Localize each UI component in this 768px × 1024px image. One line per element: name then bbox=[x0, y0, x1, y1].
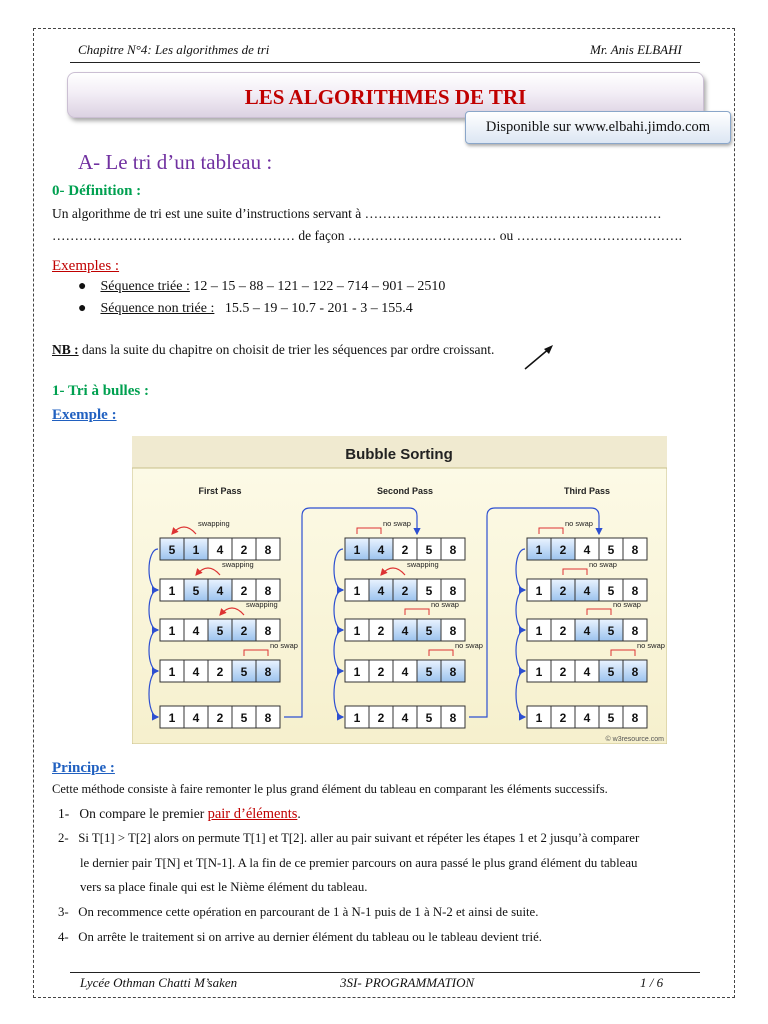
figure-title: Bubble Sorting bbox=[345, 446, 453, 463]
step-highlight: pair d’éléments bbox=[207, 806, 298, 822]
cell-value: 1 bbox=[192, 543, 200, 557]
cell-value: 2 bbox=[559, 624, 567, 638]
step-text: On compare le premier bbox=[79, 806, 208, 821]
cell-value: 2 bbox=[401, 584, 409, 598]
swap-label: swapping bbox=[198, 519, 230, 528]
cell-value: 4 bbox=[216, 543, 224, 557]
swap-label: no swap bbox=[383, 519, 411, 528]
cell-value: 5 bbox=[168, 543, 176, 557]
cell-value: 1 bbox=[535, 584, 543, 598]
nb-label: NB : bbox=[52, 342, 79, 357]
example-sorted bbox=[78, 279, 445, 295]
cell-value: 8 bbox=[631, 584, 639, 598]
cell-value: 8 bbox=[264, 665, 272, 679]
cell-value: 8 bbox=[449, 624, 457, 638]
swap-label: swapping bbox=[246, 600, 278, 609]
cell-value: 5 bbox=[192, 584, 200, 598]
cell-value: 2 bbox=[240, 584, 248, 598]
step-number: 2- bbox=[58, 831, 69, 845]
cell-value: 2 bbox=[401, 543, 409, 557]
cell-value: 5 bbox=[607, 711, 615, 725]
cell-value: 5 bbox=[425, 665, 433, 679]
cell-value: 1 bbox=[353, 584, 361, 598]
cell-value: 1 bbox=[168, 665, 176, 679]
step-text: On recommence cette opération en parcourant de 1 à N-1 puis de 1 à N-2 et ainsi de suite. bbox=[78, 905, 539, 919]
figure-credit: © w3resource.com bbox=[605, 736, 664, 743]
cell-value: 5 bbox=[240, 711, 248, 725]
cell-value: 8 bbox=[264, 624, 272, 638]
cell-value: 5 bbox=[425, 624, 433, 638]
cell-value: 1 bbox=[535, 665, 543, 679]
examples-label: Exemples : bbox=[52, 258, 120, 274]
cell-value: 5 bbox=[607, 584, 615, 598]
principle-heading: Principe : bbox=[52, 760, 115, 776]
cell-value: 8 bbox=[264, 543, 272, 557]
example-unsorted bbox=[78, 301, 413, 317]
cell-value: 1 bbox=[535, 711, 543, 725]
step-1 bbox=[58, 806, 301, 823]
footer-rule bbox=[70, 972, 700, 973]
cell-value: 8 bbox=[449, 584, 457, 598]
cell-value: 4 bbox=[401, 711, 409, 725]
cell-value: 1 bbox=[168, 624, 176, 638]
pass-title: First Pass bbox=[198, 486, 242, 496]
definition-heading: 0- Définition : bbox=[52, 183, 142, 199]
swap-label: no swap bbox=[565, 519, 593, 528]
swap-label: no swap bbox=[637, 641, 665, 650]
cell-value: 1 bbox=[353, 543, 361, 557]
cell-value: 4 bbox=[377, 543, 385, 557]
cell-value: 2 bbox=[559, 584, 567, 598]
cell-value: 2 bbox=[216, 711, 224, 725]
swap-label: swapping bbox=[407, 560, 439, 569]
bubble-heading: 1- Tri à bulles : bbox=[52, 383, 149, 399]
definition-line-2: ……………………………………………… de façon …………………………… ou ………………………………. bbox=[52, 228, 682, 243]
cell-value: 2 bbox=[377, 665, 385, 679]
nb-text: dans la suite du chapitre on choisit de trier les séquences par ordre croissant. bbox=[82, 342, 495, 357]
cell-value: 1 bbox=[535, 543, 543, 557]
step-text: Si T[1] > T[2] alors on permute T[1] et T[2]. aller au pair suivant et répéter les étapes 1 et 2 jusqu’à comparer bbox=[78, 831, 640, 845]
cell-value: 5 bbox=[607, 624, 615, 638]
cell-value: 4 bbox=[401, 665, 409, 679]
page-title: LES ALGORITHMES DE TRI bbox=[244, 85, 527, 109]
footer-course: 3SI- PROGRAMMATION bbox=[340, 975, 475, 990]
example-sorted-value: 12 – 15 – 88 – 121 – 122 – 714 – 901 – 2510 bbox=[193, 279, 446, 294]
footer-page: 1 / 6 bbox=[640, 975, 664, 990]
section-a-heading: A- Le tri d’un tableau : bbox=[78, 150, 273, 174]
cell-value: 2 bbox=[559, 665, 567, 679]
definition-line-1: Un algorithme de tri est une suite d’instructions servant à ………………………………………………………… bbox=[52, 206, 662, 221]
step-number: 1- bbox=[58, 806, 70, 821]
pass-title: Second Pass bbox=[376, 486, 434, 496]
cell-value: 2 bbox=[216, 665, 224, 679]
cell-value: 4 bbox=[401, 624, 409, 638]
cell-value: 8 bbox=[449, 711, 457, 725]
cell-value: 1 bbox=[168, 711, 176, 725]
step-2-continued: le dernier pair T[N] et T[N-1]. A la fin de ce premier parcours on aura passé le plus grand élément du tableau bbox=[80, 856, 638, 870]
cell-value: 2 bbox=[559, 543, 567, 557]
cell-value: 4 bbox=[192, 624, 200, 638]
step-text: On arrête le traitement si on arrive au dernier élément du tableau ou le tableau devient trié. bbox=[78, 930, 542, 944]
cell-value: 4 bbox=[192, 665, 200, 679]
example-label: Exemple : bbox=[52, 407, 117, 423]
swap-label: no swap bbox=[431, 600, 459, 609]
cell-value: 2 bbox=[240, 624, 248, 638]
cell-value: 1 bbox=[168, 584, 176, 598]
cell-value: 8 bbox=[264, 711, 272, 725]
cell-value: 4 bbox=[583, 624, 591, 638]
nb-note bbox=[52, 342, 494, 358]
cell-value: 5 bbox=[607, 665, 615, 679]
step-end: . bbox=[297, 806, 301, 821]
cell-value: 4 bbox=[583, 543, 591, 557]
author-header: Mr. Anis ELBAHI bbox=[590, 42, 682, 57]
cell-value: 4 bbox=[216, 584, 224, 598]
step-number: 3- bbox=[58, 905, 69, 919]
cell-value: 5 bbox=[607, 543, 615, 557]
cell-value: 5 bbox=[240, 665, 248, 679]
swap-label: no swap bbox=[589, 560, 617, 569]
bullet-icon: ● bbox=[78, 279, 87, 294]
cell-value: 4 bbox=[377, 584, 385, 598]
swap-label: no swap bbox=[455, 641, 483, 650]
header-rule bbox=[70, 62, 700, 63]
cell-value: 1 bbox=[353, 624, 361, 638]
cell-value: 5 bbox=[425, 543, 433, 557]
cell-value: 4 bbox=[583, 584, 591, 598]
step-number: 4- bbox=[58, 930, 69, 944]
step-3 bbox=[58, 905, 538, 920]
cell-value: 5 bbox=[425, 584, 433, 598]
bubble-sort-figure bbox=[132, 436, 667, 744]
footer-school: Lycée Othman Chatti M’saken bbox=[80, 975, 238, 990]
principle-heading-row bbox=[52, 760, 115, 777]
cell-value: 4 bbox=[583, 665, 591, 679]
cell-value: 8 bbox=[264, 584, 272, 598]
bullet-icon: ● bbox=[78, 301, 87, 316]
cell-value: 8 bbox=[631, 624, 639, 638]
swap-label: no swap bbox=[270, 641, 298, 650]
cell-value: 8 bbox=[449, 543, 457, 557]
cell-value: 1 bbox=[353, 665, 361, 679]
cell-value: 2 bbox=[559, 711, 567, 725]
chapter-header: Chapitre N°4: Les algorithmes de tri bbox=[78, 42, 270, 57]
cell-value: 4 bbox=[192, 711, 200, 725]
cell-value: 2 bbox=[240, 543, 248, 557]
arrow-icon bbox=[522, 342, 556, 372]
cell-value: 2 bbox=[377, 624, 385, 638]
cell-value: 8 bbox=[631, 665, 639, 679]
cell-value: 8 bbox=[449, 665, 457, 679]
examples-heading bbox=[52, 258, 119, 275]
step-4 bbox=[58, 930, 542, 945]
step-2-end: vers sa place finale qui est le Nième élément du tableau. bbox=[80, 880, 368, 894]
cell-value: 5 bbox=[216, 624, 224, 638]
cell-value: 1 bbox=[353, 711, 361, 725]
cell-value: 8 bbox=[631, 543, 639, 557]
cell-value: 5 bbox=[425, 711, 433, 725]
cell-value: 2 bbox=[377, 711, 385, 725]
step-2 bbox=[58, 831, 639, 846]
availability-box: Disponible sur www.elbahi.jimdo.com bbox=[465, 111, 731, 144]
cell-value: 4 bbox=[583, 711, 591, 725]
example-unsorted-value: 15.5 – 19 – 10.7 - 201 - 3 – 155.4 bbox=[224, 301, 413, 316]
cell-value: 1 bbox=[535, 624, 543, 638]
example-unsorted-label: Séquence non triée : bbox=[100, 301, 215, 316]
swap-label: no swap bbox=[613, 600, 641, 609]
principle-intro: Cette méthode consiste à faire remonter le plus grand élément du tableau en comparant les éléments successifs. bbox=[52, 782, 608, 796]
cell-value: 8 bbox=[631, 711, 639, 725]
example-sorted-label: Séquence triée : bbox=[100, 279, 190, 294]
swap-label: swapping bbox=[222, 560, 254, 569]
pass-title: Third Pass bbox=[563, 486, 611, 496]
